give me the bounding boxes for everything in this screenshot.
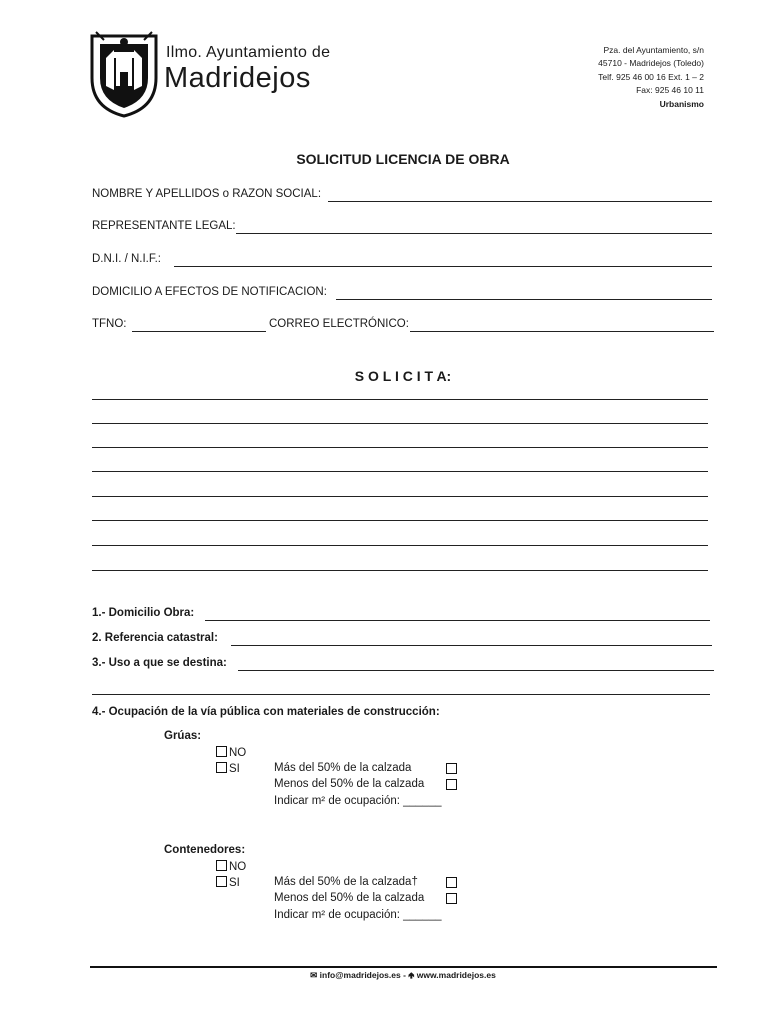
notification-address-field[interactable]: [336, 299, 712, 300]
containers-more-label: Más del 50% de la calzada†: [274, 876, 418, 888]
request-line[interactable]: [92, 423, 708, 424]
containers-less-checkbox[interactable]: [446, 893, 457, 904]
cranes-si-checkbox[interactable]: [216, 762, 227, 773]
cadastral-reference-label: 2. Referencia catastral:: [92, 632, 218, 644]
footer-email-link[interactable]: info@madridejos.es: [319, 970, 401, 980]
cranes-less-checkbox[interactable]: [446, 779, 457, 790]
cranes-no-checkbox[interactable]: [216, 746, 227, 757]
footer-web-link[interactable]: www.madridejos.es: [416, 970, 496, 980]
cranes-area-label: Indicar m² de ocupación: ______: [274, 795, 442, 807]
request-line[interactable]: [92, 471, 708, 472]
arrow-up-icon: 🢁: [408, 970, 415, 980]
cranes-more-checkbox[interactable]: [446, 763, 457, 774]
request-line[interactable]: [92, 545, 708, 546]
logo-line2: Madridejos: [164, 62, 311, 94]
request-line[interactable]: [92, 447, 708, 448]
work-address-field[interactable]: [205, 620, 710, 621]
cranes-no-label: NO: [229, 747, 247, 759]
dni-field[interactable]: [174, 266, 712, 267]
notification-address-label: DOMICILIO A EFECTOS DE NOTIFICACION:: [92, 286, 327, 298]
containers-no-checkbox[interactable]: [216, 860, 227, 871]
cranes-less-label: Menos del 50% de la calzada: [274, 778, 425, 790]
request-line[interactable]: [92, 570, 708, 571]
request-line[interactable]: [92, 399, 708, 400]
request-line[interactable]: [92, 520, 708, 521]
email-label: CORREO ELECTRÓNICO:: [269, 318, 409, 330]
coat-of-arms-logo: [86, 28, 162, 118]
containers-no-label: NO: [229, 861, 247, 873]
representative-field[interactable]: [236, 233, 712, 234]
cranes-title: Grúas:: [164, 730, 202, 742]
email-field[interactable]: [410, 331, 714, 332]
cadastral-reference-field[interactable]: [231, 645, 712, 646]
name-label: NOMBRE Y APELLIDOS o RAZON SOCIAL:: [92, 188, 322, 200]
work-address-label: 1.- Domicilio Obra:: [92, 607, 195, 619]
footer-separator: -: [403, 970, 406, 980]
footer-contact: [0, 970, 770, 984]
public-road-occupation-label: 4.- Ocupación de la vía pública con materiales de construcción:: [92, 706, 440, 718]
containers-si-label: SI: [229, 877, 240, 889]
containers-area-label: Indicar m² de ocupación: ______: [274, 909, 442, 921]
intended-use-field-cont[interactable]: [92, 694, 710, 695]
cranes-more-label: Más del 50% de la calzada: [274, 762, 412, 774]
intended-use-label: 3.- Uso a que se destina:: [92, 657, 227, 669]
containers-title: Contenedores:: [164, 844, 246, 856]
footer-rule: [90, 966, 717, 968]
address-block: [598, 44, 704, 111]
containers-no-option[interactable]: [216, 860, 246, 873]
cranes-si-option[interactable]: [216, 762, 240, 775]
phone-label: TFNO:: [92, 318, 127, 330]
dni-label: D.N.I. / N.I.F.:: [92, 253, 162, 265]
address-line: Pza. del Ayuntamiento, s/n: [603, 45, 704, 55]
representative-label: REPRESENTANTE LEGAL:: [92, 220, 236, 232]
request-line[interactable]: [92, 496, 708, 497]
containers-more-checkbox[interactable]: [446, 877, 457, 888]
logo-line1: Ilmo. Ayuntamiento de: [166, 44, 331, 61]
name-field[interactable]: [328, 201, 712, 202]
address-line: Telf. 925 46 00 16 Ext. 1 – 2: [598, 71, 704, 82]
containers-less-label: Menos del 50% de la calzada: [274, 892, 425, 904]
envelope-icon: ✉: [310, 970, 318, 980]
cranes-no-option[interactable]: [216, 746, 246, 759]
department-label: Urbanismo: [659, 98, 704, 109]
intended-use-field[interactable]: [238, 670, 714, 671]
page-title: SOLICITUD LICENCIA DE OBRA: [296, 151, 510, 167]
solicita-heading: S O L I C I T A:: [354, 368, 452, 384]
address-line: Fax: 925 46 10 11: [636, 85, 704, 96]
containers-si-option[interactable]: [216, 876, 240, 889]
address-line: 45710 - Madridejos (Toledo): [598, 58, 704, 69]
containers-si-checkbox[interactable]: [216, 876, 227, 887]
phone-field[interactable]: [132, 331, 266, 332]
cranes-si-label: SI: [229, 763, 240, 775]
